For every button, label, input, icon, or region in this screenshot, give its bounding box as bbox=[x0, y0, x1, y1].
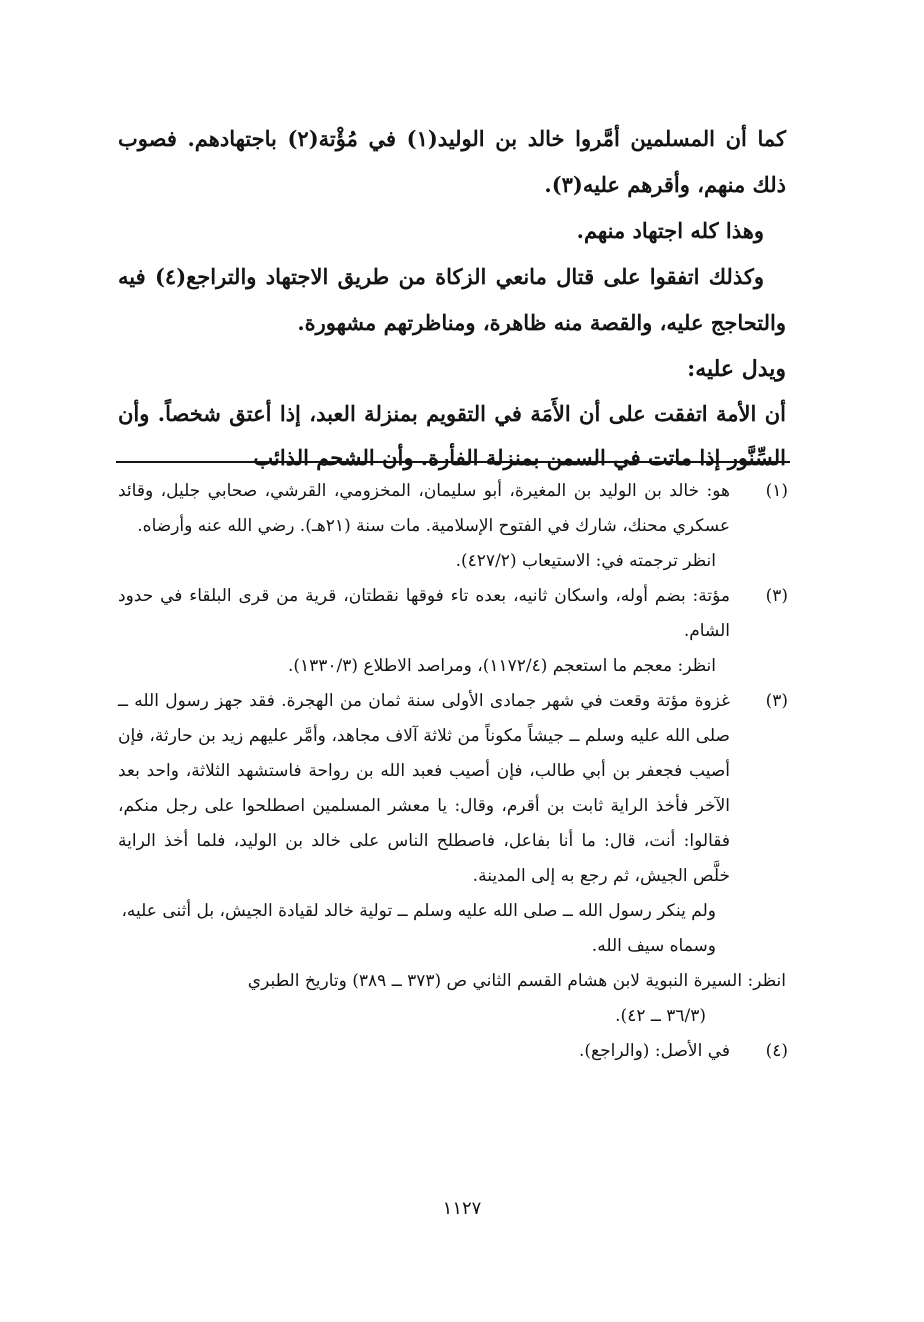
paragraph-4: أن الأمة اتفقت على أن الأَمَة في التقويم بمنزلة العبد، إذا أعتق شخصاً. وأن السِّنَّور إذا ماتت في السمن بمنزلة الفأرة. وأن الشحم الذائب bbox=[118, 401, 786, 470]
footnote-2 bbox=[118, 579, 788, 684]
footnote-number: (٤) bbox=[765, 1041, 788, 1061]
footnote-number: (٣) bbox=[765, 691, 788, 711]
footnote-number: (٣) bbox=[765, 586, 788, 606]
page-number: ١١٢٧ bbox=[442, 1198, 482, 1219]
section-heading: ويدل عليه: bbox=[687, 356, 786, 382]
footnote-number: (١) bbox=[765, 481, 788, 501]
footnote-source: انظر: معجم ما استعجم (١١٧٢/٤)، ومراصد الاطلاع (١٣٣٠/٣). bbox=[287, 656, 716, 676]
footnote-text: مؤتة: بضم أوله، واسكان ثانيه، بعده تاء فوقها نقطتان، قرية من قرى البلقاء في حدود الشام. bbox=[118, 586, 730, 641]
footnote-source: انظر: السيرة النبوية لابن هشام القسم الثاني ص (٣٧٣ ــ ٣٨٩) وتاريخ الطبري bbox=[247, 971, 786, 991]
paragraph-3: وكذلك اتفقوا على قتال مانعي الزكاة من طريق الاجتهاد والتراجع(٤) فيه والتحاجج عليه، والقصة منه ظاهرة، ومناظرتهم مشهورة. bbox=[118, 264, 786, 335]
footnote-source-continued: (٣٦/٣ ــ ٤٢). bbox=[615, 1006, 706, 1026]
footnote-4 bbox=[118, 1034, 788, 1069]
footnote-text-continued: ولم ينكر رسول الله ــ صلى الله عليه وسلم ــ تولية خالد لقيادة الجيش، بل أثنى عليه، وسماه سيف الله. bbox=[121, 901, 716, 956]
paragraph-2: وهذا كله اجتهاد منهم. bbox=[576, 218, 764, 243]
footnotes bbox=[118, 474, 788, 1069]
footnote-text: هو: خالد بن الوليد بن المغيرة، أبو سليمان، المخزومي، القرشي، صحابي جليل، وقائد عسكري محنك، شارك في الفتوح الإسلامية. مات سنة (٢١هـ). رضي الله عنه وأرضاه. bbox=[118, 481, 730, 536]
footnote-source: انظر ترجمته في: الاستيعاب (٤٢٧/٢). bbox=[455, 551, 716, 571]
main-text bbox=[118, 116, 786, 480]
footnote-3 bbox=[118, 684, 788, 1034]
footnote-divider bbox=[116, 461, 790, 463]
footnote-text: غزوة مؤتة وقعت في شهر جمادى الأولى سنة ثمان من الهجرة. فقد جهز رسول الله ــ صلى الله عليه وسلم ــ جيشاً مكوناً من ثلاثة آلاف مجاهد، وأمَّر عليهم زيد بن حارثة، فإن أصيب فجعفر بن أبي طالب، فإن أصيب فعبد الله بن رواحة فاستشهد الثلاثة، واحد بعد الآخر فأخذ الراية ثابت بن أقرم، وقال: يا معشر المسلمين اصطلحوا على رجل منكم، فقالوا: أنت، قال: ما أنا بفاعل، فاصطلح الناس على خالد بن الوليد، فلما أخذ الراية خلَّص الجيش، ثم رجع به إلى المدينة. bbox=[118, 691, 730, 886]
footnote-text: في الأصل: (والراجع). bbox=[579, 1041, 730, 1061]
footnote-1 bbox=[118, 474, 788, 579]
paragraph-1: كما أن المسلمين أمَّروا خالد بن الوليد(١) في مُؤْتة(٢) باجتهادهم. فصوب ذلك منهم، وأقرهم عليه(٣). bbox=[118, 126, 786, 197]
